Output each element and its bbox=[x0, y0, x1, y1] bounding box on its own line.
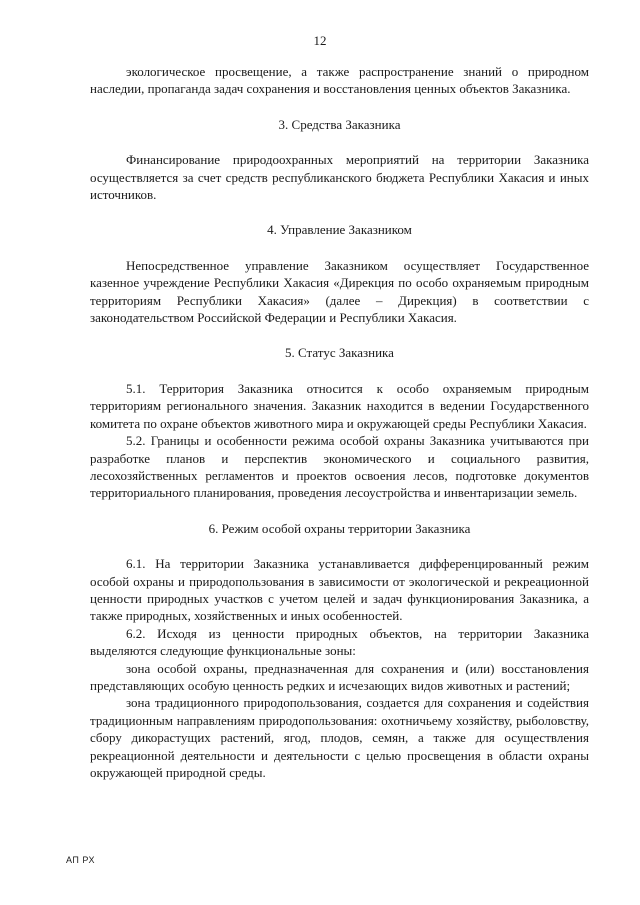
paragraph-status-5-2: 5.2. Границы и особенности режима особой охраны Заказника учитываются при разработке планов и перспектив экономического и социального развития, лесохозяйственных регламентов и проектов освоения лесов, подготовке документов территориального планирования, проведения лесоустройства и инвентаризации земель. bbox=[90, 433, 589, 501]
heading-section-4: 4. Управление Заказником bbox=[267, 222, 412, 238]
paragraph-financing: Финансирование природоохранных мероприятий на территории Заказника осуществляется за счет средств республиканского бюджета Республики Хакасия и иных источников. bbox=[90, 152, 589, 203]
heading-section-6: 6. Режим особой охраны территории Заказника bbox=[208, 520, 471, 536]
page-number: 12 bbox=[313, 33, 327, 48]
heading-section-3: 3. Средства Заказника bbox=[278, 116, 401, 132]
footer-mark: АП РХ bbox=[66, 855, 95, 865]
paragraph-status-5-1: 5.1. Территория Заказника относится к особо охраняемым природным территориям регионального значения. Заказник находится в ведении Государственного комитета по охране объектов животного мира и окружающей среды Республики Хакасия. bbox=[90, 380, 589, 431]
paragraph-zone-special: зона особой охраны, предназначенная для сохранения и (или) восстановления представляющих особую ценность редких и исчезающих видов животных и растений; bbox=[90, 660, 589, 693]
paragraph-zone-traditional: зона традиционного природопользования, создается для сохранения и содействия традиционным направлениям природопользования: охотничьему хозяйству, рыболовству, сбору дикорастущих растений, ягод, плодов, семян, а также для осуществления рекреационной деятельности и деятельности с целью просвещения в области охраны окружающей природной среды. bbox=[90, 695, 589, 780]
paragraph-regime-6-1: 6.1. На территории Заказника устанавливается дифференцированный режим особой охраны и природопользования в зависимости от экологической и рекреационной ценности природных участков с учетом целей и задач функционирования Заказника, а также природных, хозяйственных и иных особенностей. bbox=[90, 556, 589, 624]
heading-section-5: 5. Статус Заказника bbox=[285, 345, 394, 361]
paragraph-intro-continuation: экологическое просвещение, а также распространение знаний о природном наследии, пропаганда задач сохранения и восстановления ценных объектов Заказника. bbox=[90, 64, 589, 97]
paragraph-regime-6-2: 6.2. Исходя из ценности природных объектов, на территории Заказника выделяются следующие функциональные зоны: bbox=[90, 625, 589, 659]
paragraph-management: Непосредственное управление Заказником осуществляет Государственное казенное учреждение Республики Хакасия «Дирекция по особо охраняемым природным территориям Республики Хакасия» (далее – Дирекция) в соответствии с законодательством Российской Федерации и Республики Хакасия. bbox=[90, 257, 589, 326]
document-body bbox=[90, 63, 589, 781]
